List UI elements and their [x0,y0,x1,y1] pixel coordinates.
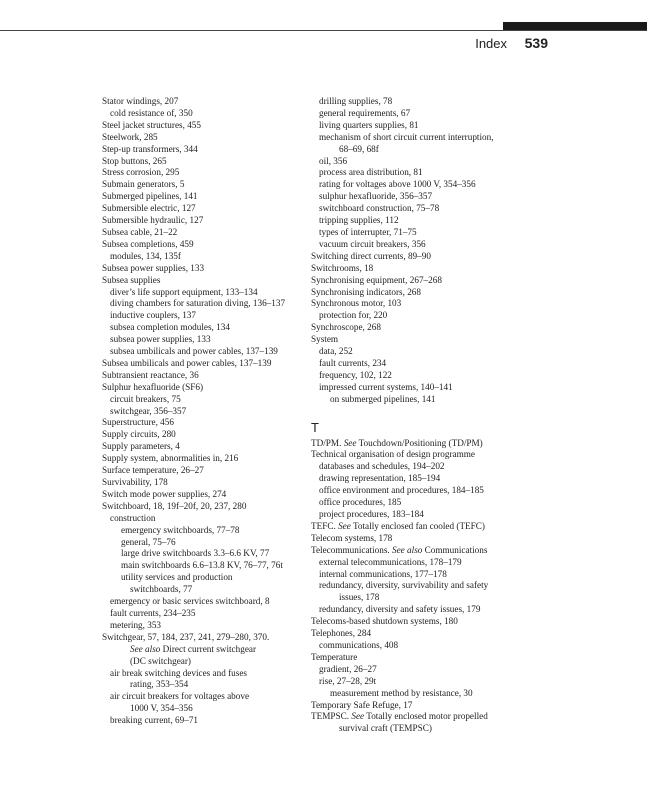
index-entry: Supply system, abnormalities in, 216 [102,453,239,464]
index-subentry: oil, 356 [319,155,348,166]
index-entry: Switching direct currents, 89–90 [311,250,431,261]
header-rule [0,30,647,31]
index-entry: Temperature [311,651,358,662]
index-entry: Supply circuits, 280 [102,429,176,440]
index-entry: Switchrooms, 18 [311,262,374,273]
index-entry: Subtransient reactance, 36 [102,369,199,380]
index-subentry: switchboards, 77 [130,584,193,595]
index-subentry: redundancy, diversity and safety issues, 179 [319,604,481,615]
index-entry: Superstructure, 456 [102,417,174,428]
index-subentry: protection for, 220 [319,310,388,321]
index-subentry: 1000 V, 354–356 [130,703,193,714]
index-subentry: internal communications, 177–178 [319,568,447,579]
index-subentry: 68–69, 68f [339,143,379,154]
index-column-left [102,96,307,727]
index-subentry: emergency switchboards, 77–78 [121,524,240,535]
index-entry: System [311,334,339,345]
index-subentry: breaking current, 69–71 [110,715,199,726]
index-subentry: databases and schedules, 194–202 [319,461,445,472]
index-subentry: rating for voltages above 1000 V, 354–356 [319,179,476,190]
index-entry: Subsea power supplies, 133 [102,262,205,273]
index-entry: Telephones, 284 [311,628,372,639]
index-entry: Stress corrosion, 295 [102,167,180,178]
index-subentry: office environment and procedures, 184–185 [319,485,484,496]
index-subentry: subsea umbilicals and power cables, 137–139 [110,346,278,357]
index-entry: Sulphur hexafluoride (SF6) [102,381,204,392]
index-subentry: modules, 134, 135f [110,250,181,261]
index-entry: TD/PM. See Touchdown/Positioning (TD/PM) [311,437,483,448]
index-subentry: switchgear, 356–357 [110,405,187,416]
index-entry: Steel jacket structures, 455 [102,119,201,130]
page-number: 539 [524,35,548,51]
index-subentry: drawing representation, 185–194 [319,473,441,484]
index-entry: Telecom systems, 178 [311,532,393,543]
index-entry: TEFC. See Totally enclosed fan cooled (TEFC) [311,520,485,531]
index-column-right [311,96,526,735]
index-subentry: living quarters supplies, 81 [319,119,419,130]
index-entry: Switch mode power supplies, 274 [102,488,227,499]
index-entry: Steelwork, 285 [102,131,158,142]
index-subentry: large drive switchboards 3.3–6.6 KV, 77 [121,548,270,559]
index-subentry: rise, 27–28, 29t [319,675,377,686]
index-subentry: diving chambers for saturation diving, 136–137 [110,298,286,309]
index-subentry: rating, 353–354 [130,679,189,690]
index-subentry: sulphur hexafluoride, 356–357 [319,191,433,202]
index-subentry: switchboard construction, 75–78 [319,203,440,214]
index-subentry: mechanism of short circuit current interruption, [319,131,494,142]
index-entry: Survivability, 178 [102,477,168,487]
index-subentry: subsea power supplies, 133 [110,334,211,345]
index-entry: Surface temperature, 26–27 [102,465,204,476]
index-entry: TEMPSC. See Totally enclosed motor propelled [311,711,488,722]
index-subentry: process area distribution, 81 [319,167,423,178]
index-entry: Subsea completions, 459 [102,238,194,249]
spacer [311,406,526,418]
index-subentry: types of interrupter, 71–75 [319,226,417,237]
index-subentry: construction [110,512,156,523]
index-subentry: (DC switchgear) [130,655,191,666]
index-subentry: utility services and production [121,572,233,583]
index-subentry: cold resistance of, 350 [110,107,193,118]
index-entry: Submerged pipelines, 141 [102,191,198,202]
index-subentry: main switchboards 6.6–13.8 KV, 76–77, 76t [121,560,283,571]
index-subentry: redundancy, diversity, survivability and safety [319,580,489,591]
index-subentry: measurement method by resistance, 30 [330,687,473,698]
index-subentry: general requirements, 67 [319,107,411,118]
index-entry: Subsea supplies [102,274,161,285]
index-entry: Synchronising indicators, 268 [311,286,421,297]
index-entry: Switchgear, 57, 184, 237, 241, 279–280, 370. [102,631,270,642]
index-subentry: subsea completion modules, 134 [110,322,230,333]
index-subentry: emergency or basic services switchboard, 8 [110,596,270,607]
index-entry: Synchroscope, 268 [311,322,381,333]
index-subentry: frequency, 102, 122 [319,369,392,380]
section-title: Index [475,36,508,51]
index-subentry: data, 252 [319,346,353,357]
index-entry: Synchronous motor, 103 [311,298,402,309]
index-entry: Subsea umbilicals and power cables, 137–139 [102,357,272,368]
index-subentry: impressed current systems, 140–141 [319,381,453,392]
index-entry: Telecommunications. See also Communications [311,544,488,555]
index-entry: Temporary Safe Refuge, 17 [311,699,413,710]
index-subentry: metering, 353 [110,619,162,630]
index-entry: Stator windings, 207 [102,96,179,106]
index-entry: Stop buttons, 265 [102,155,167,166]
index-entry: Step-up transformers, 344 [102,143,198,154]
index-subentry: drilling supplies, 78 [319,96,393,106]
index-subentry: survival craft (TEMPSC) [339,723,432,734]
index-subentry: external telecommunications, 178–179 [319,556,462,567]
index-entry: Switchboard, 18, 19f–20f, 20, 237, 280 [102,500,247,511]
index-entry: Supply parameters, 4 [102,441,180,452]
index-subentry: vacuum circuit breakers, 356 [319,238,426,249]
index-subentry: communications, 408 [319,639,399,650]
index-entry: Submain generators, 5 [102,179,185,190]
index-subentry: See also Direct current switchgear [130,643,257,654]
index-subentry: air circuit breakers for voltages above [110,691,250,702]
index-entry: Submersible electric, 127 [102,203,196,214]
index-subentry: air break switching devices and fuses [110,667,248,678]
index-subentry: diver’s life support equipment, 133–134 [110,286,258,297]
index-subentry: on submerged pipelines, 141 [330,393,436,404]
index-subentry: gradient, 26–27 [319,663,377,674]
index-subentry: general, 75–76 [121,536,176,547]
index-entry: Submersible hydraulic, 127 [102,215,204,226]
index-entry: Telecoms-based shutdown systems, 180 [311,616,458,627]
index-entry: Technical organisation of design programme [311,449,476,460]
index-subentry: inductive couplers, 137 [110,310,196,321]
index-subentry: office procedures, 185 [319,497,402,508]
letter-heading: T [311,419,319,435]
running-head [475,35,548,51]
index-subentry: fault currents, 234 [319,357,387,368]
index-subentry: circuit breakers, 75 [110,393,181,404]
index-entry: Subsea cable, 21–22 [102,226,178,237]
index-subentry: issues, 178 [339,592,380,603]
index-subentry: project procedures, 183–184 [319,509,424,519]
index-subentry: tripping supplies, 112 [319,215,399,226]
index-entry: Synchronising equipment, 267–268 [311,274,442,285]
index-subentry: fault currents, 234–235 [110,607,196,618]
